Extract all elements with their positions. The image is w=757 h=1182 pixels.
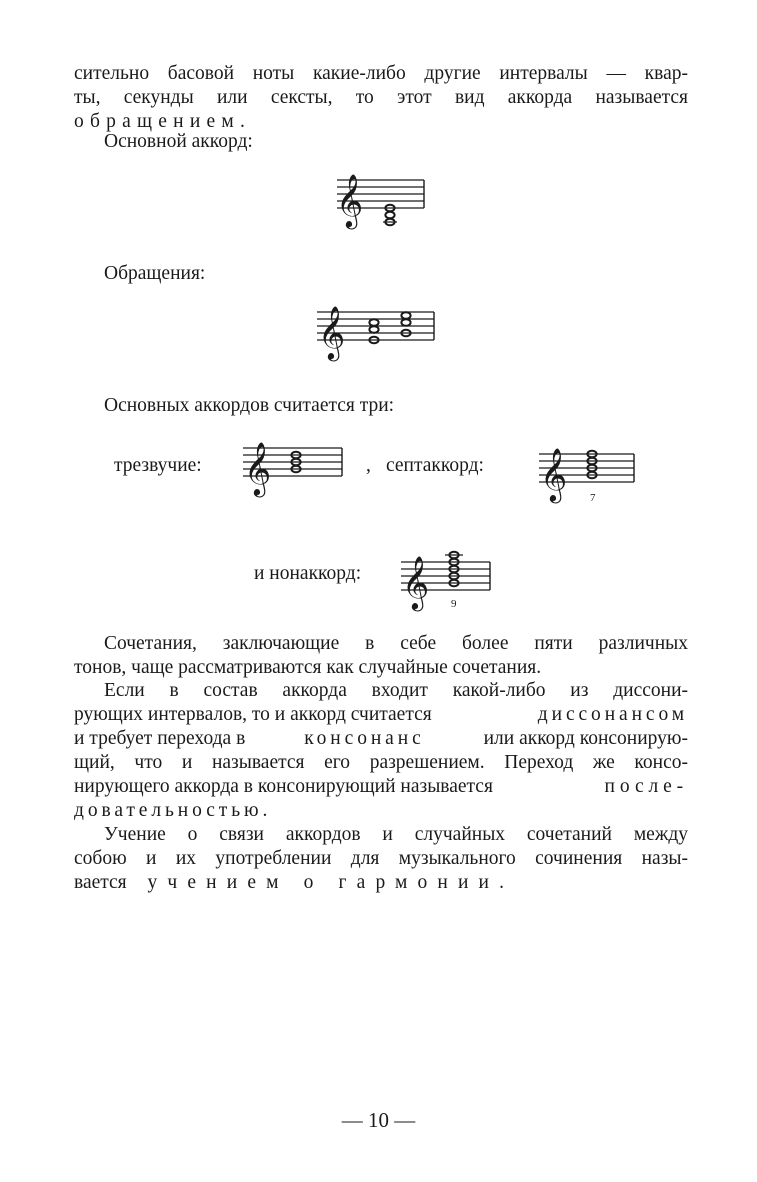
text-span-spaced: диссонансом: [537, 704, 688, 725]
comma: ,: [366, 455, 371, 476]
note-head: [401, 319, 410, 326]
text-line: щий, что и называется его разрешением. Переход же консо-: [74, 752, 688, 773]
treble-clef-icon: 𝄞: [540, 447, 568, 501]
text-line: [74, 775, 688, 799]
text-span-spaced: после-: [604, 776, 688, 797]
page-number: — 10 —: [341, 1108, 416, 1132]
text-span: нирующего аккорда в консонирующий называется: [74, 776, 493, 797]
note-head: [385, 212, 394, 219]
text-line: сительно басовой ноты какие-либо другие интервалы — квар-: [74, 63, 688, 84]
staff-basic-chord: [332, 168, 432, 234]
treble-clef-icon: 𝄞: [336, 173, 364, 227]
label-basic-chord: Основной аккорд:: [104, 131, 253, 152]
text-line-spaced: довательностью.: [74, 800, 272, 821]
text-line: [74, 871, 688, 895]
label-triad: трезвучие:: [114, 455, 202, 476]
text-span-spaced: учением о гармонии.: [147, 872, 515, 893]
label-seventh-chord: септаккорд:: [386, 455, 484, 476]
note-head: [369, 326, 378, 333]
treble-clef-icon: 𝄞: [318, 305, 346, 359]
label-ninth-chord: и нонаккорд:: [254, 563, 362, 584]
text-span: рующих интервалов, то и аккорд считается: [74, 704, 432, 725]
text-line: ты, секунды или сексты, то этот вид аккорда называется: [74, 87, 688, 108]
text-line: Если в состав аккорда входит какой-либо из диссони-: [104, 680, 688, 701]
text-line-spaced: обращением.: [74, 111, 252, 132]
text-line: [74, 727, 688, 751]
text-line: Учение о связи аккордов и случайных сочетаний между: [104, 824, 688, 845]
staff-inversions: [312, 298, 442, 364]
text-line: Сочетания, заключающие в себе более пяти различных: [104, 633, 688, 654]
staff-seventh-chord: [534, 432, 644, 502]
staff-triad: [238, 428, 348, 494]
text-span: вается: [74, 872, 127, 893]
treble-clef-icon: 𝄞: [244, 441, 272, 495]
text-span: и требует перехода в: [74, 728, 246, 749]
text-line: собою и их употреблении для музыкального сочинения назы-: [74, 848, 688, 869]
figure-seven: 7: [590, 492, 596, 504]
label-three-chords: Основных аккордов считается три:: [104, 395, 395, 416]
note-head: [369, 319, 378, 326]
text-line: тонов, чаще рассматриваются как случайные сочетания.: [74, 657, 542, 678]
text-span: или аккорд консонирую-: [483, 728, 688, 749]
figure-nine: 9: [451, 598, 457, 610]
treble-clef-icon: 𝄞: [402, 555, 430, 609]
label-inversions: Обращения:: [104, 263, 206, 284]
note-head: [401, 312, 410, 319]
text-span-spaced: консонанс: [304, 728, 425, 749]
text-line: [74, 703, 688, 727]
